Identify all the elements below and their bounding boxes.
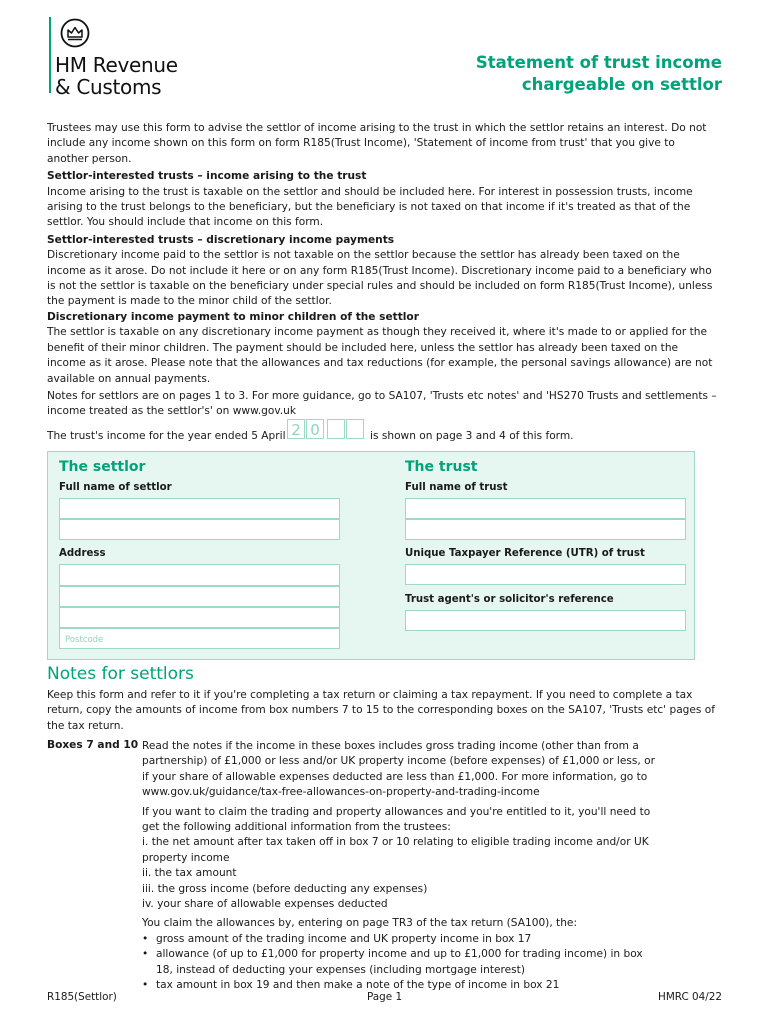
paragraph-minor-children: The settlor is taxable on any discretionary income payment as though they received it, where it's made to or applied for the benefit of their minor children. The payment should be included here, unless the settlor has already been taxed on the income as it arose. Please note that the allowances and tax reductions (for example, the personal savings allowance) are not available on annual payments. bbox=[47, 326, 713, 385]
intro-paragraph: Trustees may use this form to advise the settlor of income arising to the trust in which the settlor retains an interest. Do not include any income shown on this form on form R185(Trust Income), 'Statement of income from trust' that you give to another person. bbox=[47, 122, 707, 165]
settlor-name-field-2[interactable] bbox=[59, 519, 340, 540]
boxes-7-10-label: Boxes 7 and 10 bbox=[47, 739, 139, 751]
trust-heading: The trust bbox=[405, 459, 478, 475]
year-digit-3[interactable] bbox=[327, 419, 345, 439]
boxes-7-10-notes bbox=[142, 739, 662, 994]
bullet-icon: • bbox=[142, 979, 149, 992]
settlor-name-label: Full name of settlor bbox=[59, 482, 172, 493]
footer-page-number: Page 1 bbox=[367, 991, 403, 1003]
trust-name-field-2[interactable] bbox=[405, 519, 686, 540]
list-marker: i. bbox=[142, 836, 149, 849]
list-marker: ii. bbox=[142, 867, 152, 880]
org-logotype bbox=[55, 54, 178, 98]
notes-heading: Notes for settlors bbox=[47, 664, 194, 684]
org-name-line1: HM Revenue bbox=[55, 53, 178, 77]
settlor-trust-panel bbox=[47, 451, 695, 660]
intro-section bbox=[47, 121, 719, 420]
heading-income-arising: Settlor-interested trusts – income arising to the trust bbox=[47, 170, 367, 183]
heading-minor-children: Discretionary income payment to minor children of the settlor bbox=[47, 310, 419, 323]
address-field-2[interactable] bbox=[59, 586, 340, 607]
list-marker: iii. bbox=[142, 882, 155, 895]
agent-reference-label: Trust agent's or solicitor's reference bbox=[405, 594, 614, 605]
boxes-paragraph-1: Read the notes if the income in these boxes includes gross trading income (other than from a partnership) of £1,000 or less and/or UK property income (before expenses) of £1,000 or less, or if your share of allowable expenses deducted are less than £1,000. For more information, go to www.gov.uk/guidance/tax-free-allowances-on-property-and-trading-income bbox=[142, 740, 655, 799]
list-item bbox=[142, 866, 662, 881]
address-field-3[interactable] bbox=[59, 607, 340, 628]
paragraph-income-arising: Income arising to the trust is taxable on the settlor and should be included here. For interest in possession trusts, income arising to the trust belongs to the beneficiary, but the beneficiary is not taxed on that income if it's treated as that of the settlor. You should include that income on this form. bbox=[47, 185, 693, 229]
list-item bbox=[142, 932, 662, 947]
list-text: the net amount after tax taken off in box 7 or 10 relating to eligible trading income and/or UK property income bbox=[142, 836, 649, 864]
paragraph-discretionary-payments: Discretionary income paid to the settlor is not taxable on the settlor because the settlor has already been taxed on the income as it arose. Do not include it here or on any form R185(Trust Income). Discretionary income paid to a beneficiary who is not the settlor is taxable on the beneficiary under special rules and should be included on form R185(Trust Income), unless the payment is made to the minor child of the settlor. bbox=[47, 249, 713, 308]
list-text: tax amount in box 19 and then make a note of the type of income in box 21 bbox=[156, 979, 560, 992]
list-text: the tax amount bbox=[154, 867, 237, 880]
boxes-paragraph-3: You claim the allowances by, entering on page TR3 of the tax return (SA100), the: bbox=[142, 917, 578, 930]
list-item bbox=[142, 882, 662, 897]
year-digit-1[interactable]: 2 bbox=[287, 419, 305, 439]
bullet-icon: • bbox=[142, 932, 149, 945]
settlor-name-field-1[interactable] bbox=[59, 498, 340, 519]
org-name-line2: & Customs bbox=[55, 75, 162, 99]
footer-version: HMRC 04/22 bbox=[658, 991, 722, 1003]
list-item bbox=[142, 835, 662, 866]
notes-intro: Keep this form and refer to it if you're completing a tax return or claiming a tax repayment. If you need to complete a tax return, copy the amounts of income from box numbers 7 to 15 to the corresponding boxes on the SA107, 'Trusts etc' pages of the tax return. bbox=[47, 689, 716, 732]
trust-name-label: Full name of trust bbox=[405, 482, 508, 493]
list-text: your share of allowable expenses deducted bbox=[157, 898, 388, 911]
address-field-1[interactable] bbox=[59, 564, 340, 586]
form-title-line2: chargeable on settlor bbox=[521, 75, 722, 94]
utr-field[interactable] bbox=[405, 564, 686, 585]
list-item bbox=[142, 947, 662, 978]
list-text: the gross income (before deducting any expenses) bbox=[157, 882, 428, 895]
list-text: gross amount of the trading income and UK property income in box 17 bbox=[156, 932, 532, 945]
agent-reference-field[interactable] bbox=[405, 610, 686, 631]
year-suffix: is shown on page 3 and 4 of this form. bbox=[370, 430, 574, 442]
postcode-placeholder: Postcode bbox=[65, 635, 104, 645]
year-digit-4[interactable] bbox=[346, 419, 364, 439]
trust-name-field-1[interactable] bbox=[405, 498, 686, 519]
list-text: allowance (of up to £1,000 for property income and up to £1,000 for trading income) in box 18, instead of deducting your expenses (including mortgage interest) bbox=[156, 948, 643, 976]
list-item bbox=[142, 897, 662, 912]
logo-bar bbox=[49, 17, 51, 93]
list-marker: iv. bbox=[142, 898, 154, 911]
address-label: Address bbox=[59, 548, 106, 559]
utr-label: Unique Taxpayer Reference (UTR) of trust bbox=[405, 548, 645, 559]
heading-discretionary-payments: Settlor-interested trusts – discretionary income payments bbox=[47, 233, 395, 246]
boxes-paragraph-2: If you want to claim the trading and property allowances and you're entitled to it, you'll need to get the following additional information from the trustees: bbox=[142, 805, 651, 834]
roman-list bbox=[142, 835, 662, 912]
footer-form-code: R185(Settlor) bbox=[47, 991, 117, 1003]
bullet-icon: • bbox=[142, 948, 149, 961]
paragraph-guidance: Notes for settlors are on pages 1 to 3. For more guidance, go to SA107, 'Trusts etc notes' and 'HS270 Trusts and settlements – income treated as the settlor's' on www.gov.uk bbox=[47, 389, 717, 418]
postcode-field[interactable] bbox=[59, 628, 340, 649]
bullet-list bbox=[142, 932, 662, 994]
year-prefix: The trust's income for the year ended 5 April bbox=[47, 430, 286, 442]
form-title-line1: Statement of trust income bbox=[475, 53, 722, 72]
year-digit-2[interactable]: 0 bbox=[306, 419, 324, 439]
crown-crest-icon bbox=[60, 18, 90, 48]
settlor-heading: The settlor bbox=[59, 459, 146, 475]
form-title bbox=[476, 52, 722, 96]
